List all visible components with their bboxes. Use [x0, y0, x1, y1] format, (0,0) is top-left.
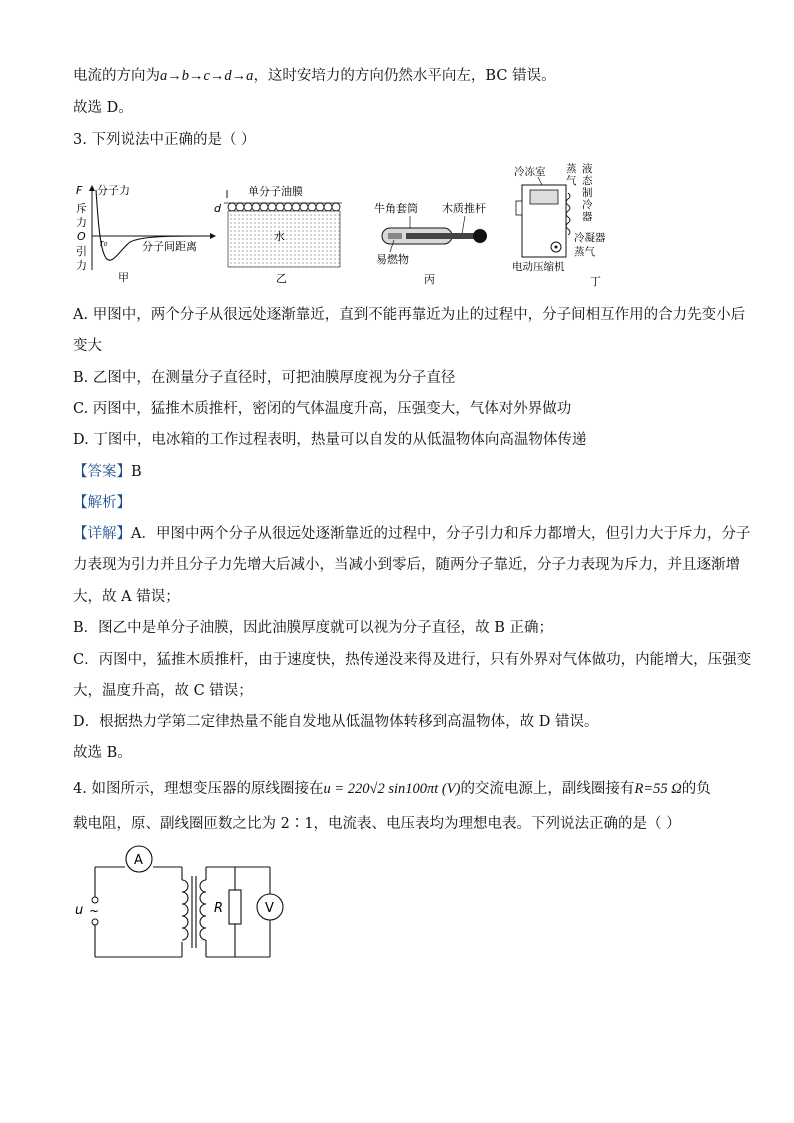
fig-jia-O: O	[77, 230, 86, 243]
expA1-text: A．甲图中两个分子从很远处逐渐靠近的过程中，分子引力和斥力都增大，但引力大于斥力，分子	[131, 526, 751, 542]
fig-jia-F: F	[76, 184, 83, 197]
rod-knob	[473, 229, 487, 243]
fig-yi-water: 水	[274, 230, 285, 243]
q3-choice: 故选 B。	[73, 745, 132, 761]
svg-text:冷: 冷	[582, 199, 593, 211]
fig-jia-ylabel: 分子力	[97, 184, 130, 197]
fig-jia-rep2: 力	[76, 216, 87, 229]
fig-ding-condenser: 冷凝器	[574, 232, 606, 244]
q3-expA-2: 力表现为引力并且分子力先增大后减小，当减小到零后，随两分子靠近，分子力表现为斥力，并且逐渐增	[73, 557, 740, 573]
fig-jia-att2: 力	[76, 259, 87, 272]
q4-stem1-end: 的负	[681, 781, 711, 797]
voltmeter-label: V	[265, 901, 274, 916]
prev-line1	[73, 66, 556, 86]
prev-line1-post: ，这时安培力的方向仍然水平向左，BC 错误。	[253, 68, 556, 84]
analysis-tag: 【解析】	[73, 495, 131, 511]
fig-ding-caption: 丁	[590, 275, 601, 288]
fig-ding	[510, 163, 635, 288]
q3-expB: B．图乙中是单分子油膜，因此油膜厚度就可以视为分子直径，故 B 正确；	[73, 620, 554, 636]
q3-optD: D. 丁图中，电冰箱的工作过程表明，热量可以自发的从低温物体向高温物体传递	[73, 432, 587, 448]
transformer-circuit	[70, 842, 300, 967]
fig-ding-vapor-top-1: 蒸	[566, 163, 577, 175]
fig-yi-film: 单分子油膜	[248, 185, 303, 198]
fig-bing-rod: 木质推杆	[442, 202, 486, 215]
fig-yi	[210, 182, 350, 285]
q3-optA-1: A. 甲图中，两个分子从很远处逐渐靠近，直到不能再靠近为止的过程中，分子间相互作用的合力先变小后	[73, 307, 746, 323]
fig-jia	[70, 180, 220, 285]
source-tilde: ~	[89, 904, 100, 918]
fig-yi-d: d	[214, 202, 221, 215]
current-path: a→b→c→d→a	[160, 68, 254, 84]
svg-text:器: 器	[582, 211, 593, 223]
prev-choice: 故选 D。	[73, 100, 133, 116]
q3-optA-2: 变大	[73, 338, 102, 354]
fuel	[388, 233, 402, 239]
resistor-label: R	[214, 901, 224, 916]
source-terminal-bottom	[92, 919, 98, 925]
prev-line1-pre: 电流的方向为	[73, 68, 160, 84]
ammeter-label: A	[134, 853, 143, 868]
svg-text:制: 制	[582, 187, 593, 199]
oil-molecules	[228, 203, 340, 211]
source-u: u	[75, 903, 84, 918]
q3-expA-1	[73, 524, 750, 544]
fig-jia-rep1: 斥	[76, 202, 87, 215]
answer-tag: 【答案】	[73, 464, 131, 480]
q4-stem1-post: 的交流电源上，副线圈接有	[460, 781, 635, 797]
q4-stem-2: 载电阻，原、副线圈匝数之比为 2∶1，电流表、电压表均为理想电表。下列说法正确的是（ ）	[73, 816, 681, 832]
q3-optC: C. 丙图中，猛推木质推杆，密闭的气体温度升高，压强变大，气体对外界做功	[73, 401, 572, 417]
resistor	[229, 890, 241, 924]
rod-leader	[462, 216, 465, 234]
fig-bing-fuel: 易燃物	[376, 253, 409, 266]
answer-value: B	[131, 464, 142, 480]
source-terminal-top	[92, 897, 98, 903]
q3-optB: B. 乙图中，在测量分子直径时，可把油膜厚度视为分子直径	[73, 370, 456, 386]
fig-ding-compressor: 电动压缩机	[512, 261, 565, 273]
q4-R-eq: R=55 Ω	[634, 781, 682, 797]
svg-text:液: 液	[582, 163, 593, 175]
fig-jia-r0: r₀	[100, 239, 108, 249]
fridge-handle	[516, 201, 522, 215]
condenser-coil	[566, 193, 570, 235]
fig-bing-caption: 丙	[424, 273, 435, 285]
svg-text:态: 态	[582, 175, 593, 187]
detail-tag: 【详解】	[73, 526, 131, 542]
q3-answer-line	[73, 462, 142, 482]
primary-coil	[182, 880, 188, 940]
fig-ding-liquid	[582, 163, 593, 223]
q3-expA-3: 大，故 A 错误；	[73, 589, 180, 605]
q4-formula: u = 220√2 sin100πt (V)	[323, 781, 461, 797]
fig-jia-xlabel: 分子间距离	[142, 240, 197, 253]
fig-bing	[370, 200, 500, 285]
q4-stem-1	[73, 779, 711, 799]
wooden-rod	[406, 233, 478, 239]
q4-stem1-pre: 4. 如图所示，理想变压器的原线圈接在	[73, 781, 324, 797]
fig-bing-tube: 牛角套筒	[374, 202, 418, 215]
q3-expC-2: 大，温度升高，故 C 错误；	[73, 683, 253, 699]
fig-ding-freezer: 冷冻室	[514, 166, 546, 178]
fig-ding-vapor-top-2: 气	[566, 175, 577, 187]
compressor-dot	[555, 246, 558, 249]
fig-yi-caption: 乙	[276, 272, 287, 285]
fig-ding-vapor-bottom: 蒸气	[574, 246, 595, 258]
secondary-coil	[200, 880, 206, 940]
q3-expD: D．根据热力学第二定律热量不能自发地从低温物体转移到高温物体，故 D 错误。	[73, 714, 599, 730]
freezer-box	[530, 190, 558, 204]
fig-jia-caption: 甲	[118, 271, 129, 284]
q3-stem: 3. 下列说法中正确的是（ ）	[73, 132, 256, 148]
fig-jia-att1: 引	[76, 245, 87, 258]
q3-expC-1: C．丙图中，猛推木质推杆，由于速度快，热传递没来得及进行，只有外界对气体做功，内能增大，压强变	[73, 652, 752, 668]
